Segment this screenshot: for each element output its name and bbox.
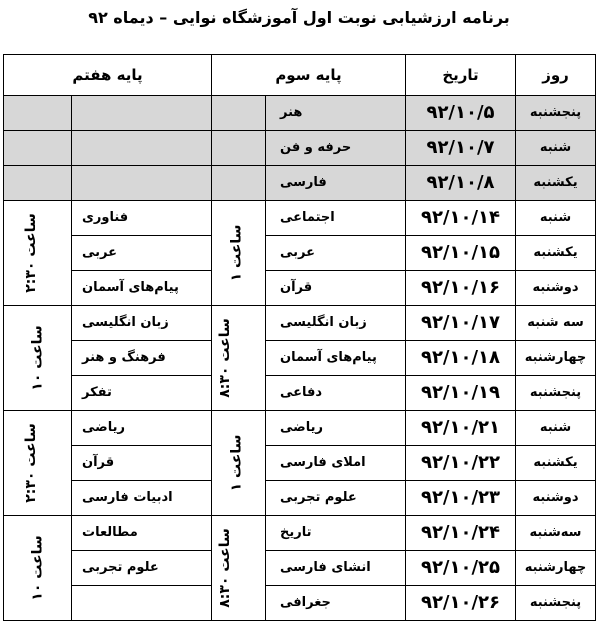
- grade3-time-label: ساعت ۱: [229, 434, 246, 491]
- date-cell: ۹۲/۱۰/۲۵: [407, 551, 517, 586]
- table-row: [5, 481, 597, 516]
- grade3-time-cell: [213, 516, 267, 621]
- table-row: [5, 201, 597, 236]
- grade3-subject-cell: دفاعی: [267, 376, 407, 411]
- day-cell: چهارشنبه: [517, 341, 597, 376]
- table-row: [5, 166, 597, 201]
- day-cell: یکشنبه: [517, 166, 597, 201]
- grade3-subject-cell: فارسی: [267, 166, 407, 201]
- table-row: [5, 271, 597, 306]
- grade3-time-label: ساعت ۸:۳۰: [218, 317, 235, 398]
- grade3-subject-cell: هنر: [267, 96, 407, 131]
- header-date: تاریخ: [407, 55, 517, 96]
- grade7-time-label: ساعت ۱۰: [30, 324, 47, 391]
- day-cell: پنجشنبه: [517, 586, 597, 621]
- day-cell: یکشنبه: [517, 446, 597, 481]
- grade3-subject-cell: عربی: [267, 236, 407, 271]
- date-cell: ۹۲/۱۰/۱۵: [407, 236, 517, 271]
- grade3-subject-cell: املای فارسی: [267, 446, 407, 481]
- grade3-time-cell: [213, 201, 267, 306]
- date-cell: ۹۲/۱۰/۲۲: [407, 446, 517, 481]
- grade7-subject-cell: قرآن: [73, 446, 213, 481]
- table-row: [5, 131, 597, 166]
- grade3-time-label: ساعت ۱: [229, 224, 246, 281]
- grade7-time-cell: [5, 411, 73, 516]
- grade7-subject-cell: [73, 586, 213, 621]
- table-row: [5, 586, 597, 621]
- header-day: روز: [517, 55, 597, 96]
- day-cell: سه شنبه: [517, 306, 597, 341]
- grade3-subject-cell: علوم تجربی: [267, 481, 407, 516]
- grade3-subject-cell: قرآن: [267, 271, 407, 306]
- date-cell: ۹۲/۱۰/۵: [407, 96, 517, 131]
- grade7-subject-cell: ریاضی: [73, 411, 213, 446]
- grade3-subject-cell: زبان انگلیسی: [267, 306, 407, 341]
- grade3-subject-cell: اجتماعی: [267, 201, 407, 236]
- grade7-subject-cell: تفکر: [73, 376, 213, 411]
- table-row: [5, 376, 597, 411]
- grade7-subject-cell: [73, 131, 213, 166]
- grade7-time-cell: [5, 96, 73, 131]
- grade3-time-cell: [213, 96, 267, 131]
- grade7-time-label: ساعت ۱۰: [30, 534, 47, 601]
- grade3-subject-cell: حرفه و فن: [267, 131, 407, 166]
- header-row: [5, 55, 597, 96]
- table-row: [5, 516, 597, 551]
- day-cell: چهارشنبه: [517, 551, 597, 586]
- grade3-time-cell: [213, 306, 267, 411]
- grade7-subject-cell: زبان انگلیسی: [73, 306, 213, 341]
- table-row: [5, 341, 597, 376]
- table-row: [5, 96, 597, 131]
- header-grade3: پایه سوم: [213, 55, 407, 96]
- day-cell: دوشنبه: [517, 481, 597, 516]
- grade3-subject-cell: جغرافی: [267, 586, 407, 621]
- day-cell: پنجشنبه: [517, 96, 597, 131]
- date-cell: ۹۲/۱۰/۸: [407, 166, 517, 201]
- table-row: [5, 446, 597, 481]
- day-cell: پنجشنبه: [517, 376, 597, 411]
- grade3-subject-cell: ریاضی: [267, 411, 407, 446]
- grade3-time-cell: [213, 131, 267, 166]
- grade7-subject-cell: فرهنگ و هنر: [73, 341, 213, 376]
- grade7-time-label: ساعت ۲:۳۰: [24, 212, 41, 293]
- date-cell: ۹۲/۱۰/۲۴: [407, 516, 517, 551]
- grade7-subject-cell: پیام‌های آسمان: [73, 271, 213, 306]
- grade3-time-label: ساعت ۸:۳۰: [218, 527, 235, 608]
- grade3-subject-cell: انشای فارسی: [267, 551, 407, 586]
- grade7-time-cell: [5, 516, 73, 621]
- grade7-subject-cell: مطالعات: [73, 516, 213, 551]
- table-body: [5, 96, 597, 621]
- grade7-subject-cell: علوم تجربی: [73, 551, 213, 586]
- exam-schedule-table: [4, 54, 597, 621]
- table-row: [5, 236, 597, 271]
- grade7-time-cell: [5, 166, 73, 201]
- day-cell: سه‌شنبه: [517, 516, 597, 551]
- day-cell: شنبه: [517, 131, 597, 166]
- grade7-time-cell: [5, 306, 73, 411]
- date-cell: ۹۲/۱۰/۱۹: [407, 376, 517, 411]
- date-cell: ۹۲/۱۰/۲۱: [407, 411, 517, 446]
- date-cell: ۹۲/۱۰/۱۴: [407, 201, 517, 236]
- page-title: برنامه ارزشیابی نوبت اول آموزشگاه نوایی – دیماه ۹۲: [89, 8, 511, 27]
- grade7-time-cell: [5, 131, 73, 166]
- table-row: [5, 306, 597, 341]
- grade7-subject-cell: فناوری: [73, 201, 213, 236]
- date-cell: ۹۲/۱۰/۲۳: [407, 481, 517, 516]
- day-cell: دوشنبه: [517, 271, 597, 306]
- date-cell: ۹۲/۱۰/۱۶: [407, 271, 517, 306]
- grade7-subject-cell: [73, 96, 213, 131]
- grade7-time-cell: [5, 201, 73, 306]
- header-grade7: پایه هفتم: [5, 55, 213, 96]
- date-cell: ۹۲/۱۰/۱۸: [407, 341, 517, 376]
- day-cell: شنبه: [517, 411, 597, 446]
- day-cell: شنبه: [517, 201, 597, 236]
- grade3-time-cell: [213, 411, 267, 516]
- day-cell: یکشنبه: [517, 236, 597, 271]
- date-cell: ۹۲/۱۰/۲۶: [407, 586, 517, 621]
- grade7-subject-cell: عربی: [73, 236, 213, 271]
- grade7-subject-cell: [73, 166, 213, 201]
- grade3-time-cell: [213, 166, 267, 201]
- grade7-time-label: ساعت ۲:۳۰: [24, 422, 41, 503]
- table-row: [5, 551, 597, 586]
- table-row: [5, 411, 597, 446]
- grade3-subject-cell: پیام‌های آسمان: [267, 341, 407, 376]
- date-cell: ۹۲/۱۰/۷: [407, 131, 517, 166]
- grade7-subject-cell: ادبیات فارسی: [73, 481, 213, 516]
- grade3-subject-cell: تاریخ: [267, 516, 407, 551]
- date-cell: ۹۲/۱۰/۱۷: [407, 306, 517, 341]
